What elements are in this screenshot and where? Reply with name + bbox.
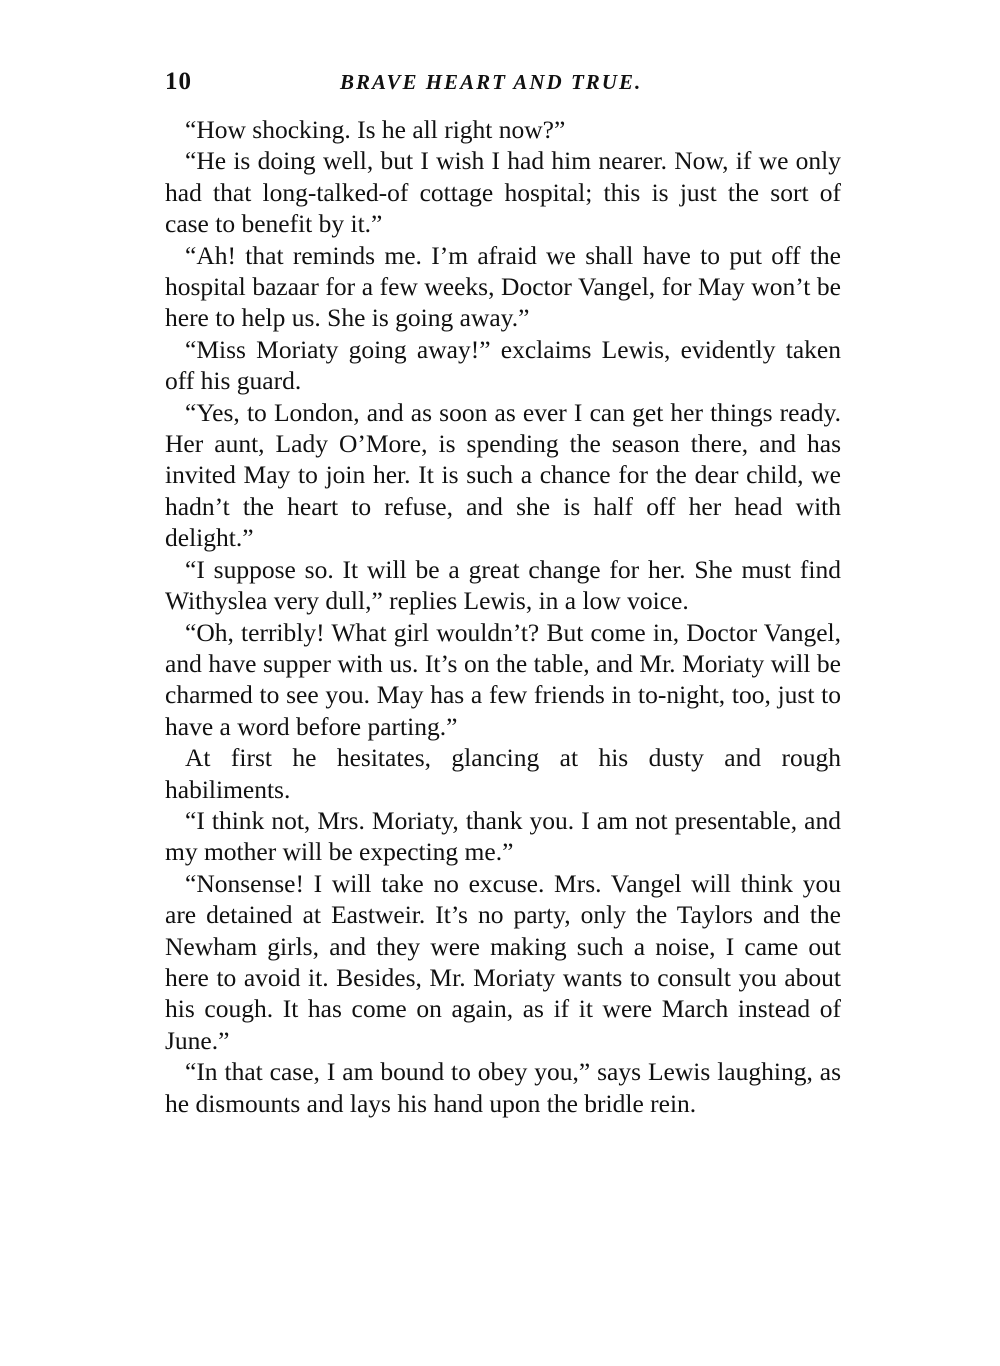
paragraph: “He is doing well, but I wish I had him nearer. Now, if we only had that long-talked-of cottage hospital; this is just the sort of case to benefit by it.” [165,146,841,239]
paragraph: “Yes, to London, and as soon as ever I can get her things ready. Her aunt, Lady O’More, is spending the season there, and has invited May to join her. It is such a chance for the dear child, we hadn’t the heart to refuse, and she is half off her head with delight.” [165,397,841,553]
body-text [165,114,841,1119]
paragraph: “Miss Moriaty going away!” exclaims Lewis, evidently taken off his guard. [165,334,841,396]
running-title: BRAVE HEART AND TRUE. [340,70,643,94]
paragraph: “Oh, terribly! What girl wouldn’t? But come in, Doctor Vangel, and have supper with us. It’s on the table, and Mr. Moriaty will be charmed to see you. May has a few friends in to-night, too, just to have a word before parting.” [165,617,841,741]
paragraph: At first he hesitates, glancing at his dusty and rough habiliments. [165,743,841,804]
paragraph: “I suppose so. It will be a great change for her. She must find Withyslea very dull,” replies Lewis, in a low voice. [165,554,841,616]
paragraph: “I think not, Mrs. Moriaty, thank you. I am not presentable, and my mother will be expecting me.” [165,805,841,867]
page-number: 10 [165,68,192,95]
page-header [165,68,841,104]
paragraph: “How shocking. Is he all right now?” [185,115,566,144]
paragraph: “Ah! that reminds me. I’m afraid we shall have to put off the hospital bazaar for a few weeks, Doctor Vangel, for May won’t be here to help us. She is going away.” [165,240,841,333]
paragraph: “In that case, I am bound to obey you,” says Lewis laughing, as he dismounts and lays his hand upon the bridle rein. [165,1057,841,1118]
paragraph: “Nonsense! I will take no excuse. Mrs. Vangel will think you are detained at Eastweir. It’s no party, only the Taylors and the Newham girls, and they were making such a noise, I came out here to avoid it. Besides, Mr. Moriaty wants to consult you about his cough. It has come on again, as if it were March instead of June.” [165,868,841,1055]
